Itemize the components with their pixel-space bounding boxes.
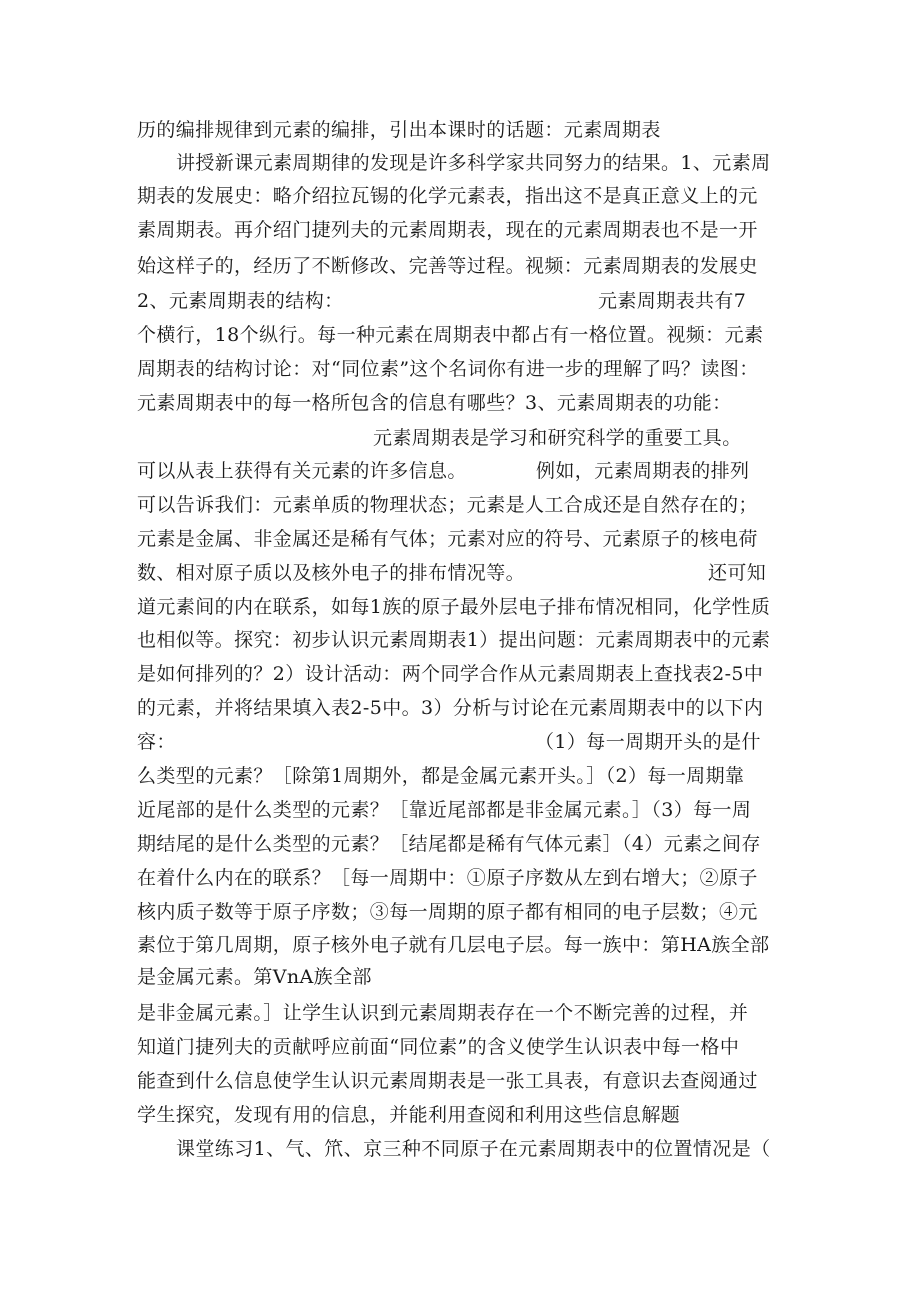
text-line: 可以从表上获得有关元素的许多信息。: [137, 460, 467, 482]
text-line: 期表的发展史：略介绍拉瓦锡的化学元素表，指出这不是真正意义上的元: [137, 185, 758, 207]
text-line: 知道门捷列夫的贡献呼应前面“同位素”的含义使学生认识表中每一格中: [137, 1036, 740, 1058]
text-line: 能查到什么信息使学生认识元素周期表是一张工具表，有意识去查阅通过: [137, 1070, 758, 1092]
text-line: 个横行，18个纵行。每一种元素在周期表中都占有一格位置。视频：元素: [137, 324, 764, 346]
text-line: 期结尾的是什么类型的元素？［结尾都是稀有气体元素］（4）元素之间存: [137, 833, 761, 855]
text-line: 近尾部的是什么类型的元素？［靠近尾部都是非金属元素。］（3）每一周: [137, 799, 752, 821]
text-line: 元素周期表是学习和研究科学的重要工具。: [373, 427, 742, 449]
text-line: 讲授新课元素周期律的发现是许多科学家共同努力的结果。1、元素周: [176, 152, 771, 174]
text-line: 在着什么内在的联系？［每一周期中：①原子序数从左到右增大；②原子: [137, 867, 758, 889]
text-line: 数、相对原子质以及核外电子的排布情况等。: [137, 562, 526, 584]
text-line: 么类型的元素？［除第1周期外，都是金属元素开头。］（2）每一周期靠: [137, 765, 745, 787]
text-line: 核内质子数等于原子序数；③每一周期的原子都有相同的电子层数；④元: [137, 901, 758, 923]
text-line: 始这样子的，经历了不断修改、完善等过程。视频：元素周期表的发展史: [137, 255, 758, 277]
text-line: 也相似等。探究：初步认识元素周期表1）提出问题：元素周期表中的元素: [137, 629, 771, 651]
text-line: 可以告诉我们：元素单质的物理状态；元素是人工合成还是自然存在的；: [137, 494, 758, 516]
text-line: 元素是金属、非金属还是稀有气体；元素对应的符号、元素原子的核电荷: [137, 528, 758, 550]
text-line: （1）每一周期开头的是什: [535, 731, 761, 753]
text-line: 是如何排列的？2）设计活动：两个同学合作从元素周期表上查找表2-5中: [137, 663, 764, 685]
text-line: 课堂练习1、气、笊、京三种不同原子在元素周期表中的位置情况是（: [176, 1138, 771, 1160]
text-line: 元素周期表共有7: [598, 290, 747, 312]
text-line: 是金属元素。第VnA族全部: [137, 966, 372, 988]
text-line: 周期表的结构讨论：对“同位素”这个名词你有进一步的理解了吗？读图：: [137, 358, 759, 380]
text-line: 容：: [137, 731, 176, 753]
text-line: 元素周期表中的每一格所包含的信息有哪些？3、元素周期表的功能：: [137, 392, 732, 414]
text-line: 还可知: [708, 562, 767, 584]
text-line: 素位于第几周期，原子核外电子就有几层电子层。每一族中：第HA族全部: [137, 934, 770, 956]
text-line: 道元素间的内在联系，如每1族的原子最外层电子排布情况相同，化学性质: [137, 596, 771, 618]
text-line: 的元素，并将结果填入表2-5中。3）分析与讨论在元素周期表中的以下内: [137, 697, 764, 719]
text-line: 是非金属元素。］让学生认识到元素周期表存在一个不断完善的过程，并: [137, 1002, 749, 1024]
text-line: 例如，元素周期表的排列: [536, 460, 750, 482]
text-line: 2、元素周期表的结构：: [137, 290, 344, 312]
text-line: 学生探究，发现有用的信息，并能利用查阅和利用这些信息解题: [137, 1104, 681, 1126]
text-line: 素周期表。再介绍门捷列夫的元素周期表，现在的元素周期表也不是一开: [137, 219, 758, 241]
text-line: 历的编排规律到元素的编排，引出本课时的话题：元素周期表: [137, 119, 661, 141]
